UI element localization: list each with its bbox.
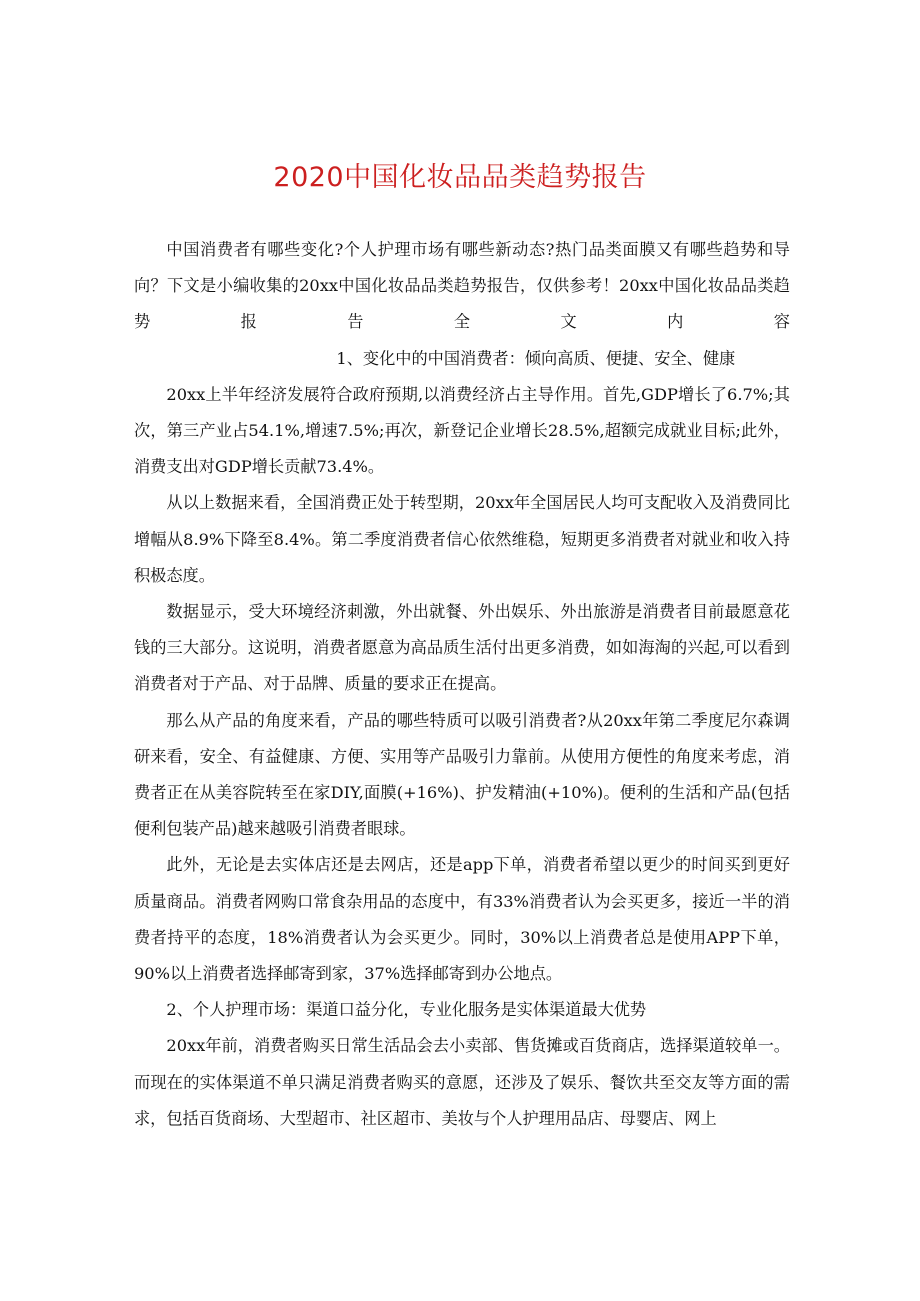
document-body: [134, 232, 790, 1137]
document-title: 2020中国化妆品品类趋势报告: [273, 162, 647, 193]
body-paragraph-3: 数据显示，受大环境经济刺激，外出就餐、外出娱乐、外出旅游是消费者目前最愿意花钱的三大部分。这说明，消费者愿意为高品质生活付出更多消费，如如海淘的兴起,可以看到消费者对于产品、对于品牌、质量的要求正在提高。: [134, 602, 790, 694]
body-paragraph-1: 20xx上半年经济发展符合政府预期,以消费经济占主导作用。首先,GDP增长了6.7%;其次，第三产业占54.1%,增速7.5%;再次，新登记企业增长28.5%,超额完成就业目标;此外，消费支出对GDP增长贡献73.4%。: [134, 384, 790, 477]
body-paragraph-5: 此外，无论是去实体店还是去网店，还是app下单，消费者希望以更少的时间买到更好质量商品。消费者网购口常食杂用品的态度中，有33%消费者认为会买更多，接近一半的消费者持平的态度，18%消费者认为会买更少。同时，30%以上消费者总是使用APP下单，90%以上消费者选择邮寄到家，37%选择邮寄到办公地点。: [134, 855, 790, 984]
body-paragraph-4: 那么从产品的角度来看，产品的哪些特质可以吸引消费者?从20xx年第二季度尼尔森调研来看，安全、有益健康、方便、实用等产品吸引力靠前。从使用方便性的角度来考虑，消费者正在从美容院转至在家DIY,面膜(+16%)、护发精油(+10%)。便利的生活和产品(包括便利包装产品)越来越吸引消费者眼球。: [134, 710, 790, 839]
body-paragraph-2: 从以上数据来看，全国消费正处于转型期，20xx年全国居民人均可支配收入及消费同比增幅从8.9%下降至8.4%。第二季度消费者信心依然维稳，短期更多消费者对就业和收入持积极态度。: [134, 493, 790, 585]
intro-text: 中国消费者有哪些变化?个人护理市场有哪些新动态?热门品类面膜又有哪些趋势和导向？下文是小编收集的20xx中国化妆品品类趋势报告，仅供参考！20xx中国化妆品品类趋势报告全文内容: [134, 240, 790, 332]
section-2-paragraph: 20xx年前，消费者购买日常生活品会去小卖部、售货摊或百货商店，选择渠道较单一。而现在的实体渠道不单只满足消费者购买的意愿，还涉及了娱乐、餐饮共至交友等方面的需求，包括百货商场、大型超市、社区超市、美妆与个人护理用品店、母婴店、网上: [134, 1036, 790, 1128]
section-1-heading: 1、变化中的中国消费者：倾向高质、便捷、安全、健康: [336, 348, 736, 368]
intro-paragraph: [134, 232, 790, 377]
section-2-heading: 2、个人护理市场：渠道口益分化，专业化服务是实体渠道最大优势: [166, 1000, 647, 1020]
